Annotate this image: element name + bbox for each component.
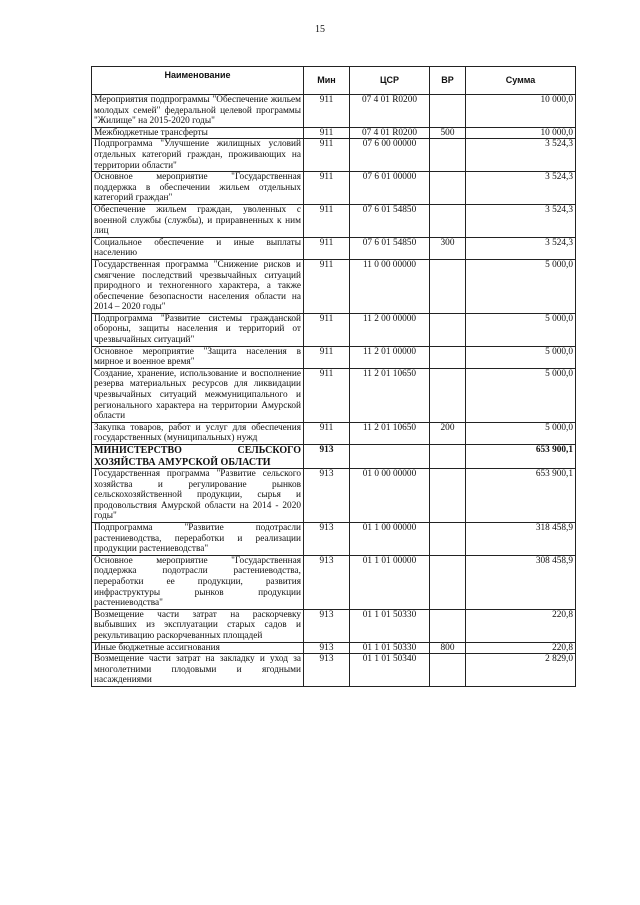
cell-sum: 5 000,0: [466, 313, 576, 346]
cell-csr: 07 6 01 00000: [350, 172, 430, 205]
cell-name: Возмещение части затрат на закладку и уход за многолетними плодовыми и ягодными насаждениями: [92, 654, 304, 687]
cell-csr: 07 6 01 54850: [350, 237, 430, 259]
table-row: [92, 127, 576, 139]
cell-sum: 5 000,0: [466, 422, 576, 444]
cell-vr: [430, 172, 466, 205]
cell-csr: 01 1 01 50330: [350, 609, 430, 642]
cell-csr: 11 2 00 00000: [350, 313, 430, 346]
cell-csr: 01 1 01 50340: [350, 654, 430, 687]
cell-csr: 11 2 01 00000: [350, 346, 430, 368]
table-row: [92, 422, 576, 444]
cell-sum: 318 458,9: [466, 522, 576, 555]
cell-name: Межбюджетные трансферты: [92, 127, 304, 139]
cell-csr: [350, 445, 430, 469]
table-row: [92, 555, 576, 609]
cell-min: 913: [304, 642, 350, 654]
cell-csr: 11 0 00 00000: [350, 259, 430, 313]
cell-sum: 653 900,1: [466, 445, 576, 469]
cell-csr: 11 2 01 10650: [350, 368, 430, 422]
table-row: [92, 609, 576, 642]
cell-min: 913: [304, 609, 350, 642]
cell-name: Основное мероприятие "Государственная поддержка подотрасли растениеводства, переработки ее продукции, развития инфраструктуры рынков продукции растениеводства": [92, 555, 304, 609]
cell-vr: [430, 139, 466, 172]
table-row: [92, 139, 576, 172]
table-row: [92, 237, 576, 259]
cell-vr: [430, 368, 466, 422]
column-header-csr: ЦСР: [350, 67, 430, 95]
page-number: 15: [315, 24, 325, 35]
cell-min: 911: [304, 95, 350, 128]
table-row: [92, 204, 576, 237]
cell-sum: 10 000,0: [466, 95, 576, 128]
table-row: [92, 346, 576, 368]
cell-name: Возмещение части затрат на раскорчевку выбывших из эксплуатации старых садов и рекультивацию раскорчеванных площадей: [92, 609, 304, 642]
cell-min: 911: [304, 346, 350, 368]
cell-csr: 07 4 01 R0200: [350, 127, 430, 139]
cell-csr: 07 4 01 R0200: [350, 95, 430, 128]
cell-sum: 2 829,0: [466, 654, 576, 687]
cell-name: Подпрограмма "Развитие системы гражданской обороны, защиты населения и территорий от чрезвычайных ситуаций": [92, 313, 304, 346]
cell-vr: [430, 313, 466, 346]
table-row: [92, 522, 576, 555]
table-body: [92, 95, 576, 687]
cell-name: Основное мероприятие "Защита населения в мирное и военное время": [92, 346, 304, 368]
table-row: [92, 654, 576, 687]
cell-vr: [430, 259, 466, 313]
cell-name: Государственная программа "Развитие сельского хозяйства и регулирование рынков сельскохозяйственной продукции, сырья и продовольствия Амурской области на 2014 - 2020 годы": [92, 469, 304, 523]
cell-name: Социальное обеспечение и иные выплаты населению: [92, 237, 304, 259]
cell-name: Подпрограмма "Улучшение жилищных условий отдельных категорий граждан, проживающих на территории области": [92, 139, 304, 172]
column-header-min: Мин: [304, 67, 350, 95]
cell-vr: [430, 555, 466, 609]
cell-min: 911: [304, 172, 350, 205]
cell-name: Иные бюджетные ассигнования: [92, 642, 304, 654]
cell-min: 913: [304, 469, 350, 523]
cell-sum: 220,8: [466, 609, 576, 642]
cell-name: Основное мероприятие "Государственная поддержка в обеспечении жильем отдельных категорий граждан": [92, 172, 304, 205]
cell-sum: 5 000,0: [466, 259, 576, 313]
cell-csr: 07 6 00 00000: [350, 139, 430, 172]
cell-sum: 5 000,0: [466, 368, 576, 422]
cell-min: 911: [304, 313, 350, 346]
cell-csr: 01 0 00 00000: [350, 469, 430, 523]
cell-min: 913: [304, 445, 350, 469]
column-header-vr: ВР: [430, 67, 466, 95]
cell-min: 913: [304, 522, 350, 555]
cell-vr: [430, 95, 466, 128]
cell-min: 911: [304, 237, 350, 259]
table-row: [92, 313, 576, 346]
cell-name: Закупка товаров, работ и услуг для обеспечения государственных (муниципальных) нужд: [92, 422, 304, 444]
cell-sum: 3 524,3: [466, 237, 576, 259]
cell-name: Обеспечение жильем граждан, уволенных с военной службы (службы), и приравненных к ним лиц: [92, 204, 304, 237]
cell-min: 911: [304, 139, 350, 172]
cell-csr: 11 2 01 10650: [350, 422, 430, 444]
cell-sum: 308 458,9: [466, 555, 576, 609]
table-row: [92, 642, 576, 654]
cell-min: 911: [304, 204, 350, 237]
cell-name: Мероприятия подпрограммы "Обеспечение жильем молодых семей" федеральной целевой программы "Жилище" на 2015-2020 годы": [92, 95, 304, 128]
cell-vr: [430, 654, 466, 687]
cell-sum: 653 900,1: [466, 469, 576, 523]
cell-vr: 200: [430, 422, 466, 444]
cell-sum: 3 524,3: [466, 139, 576, 172]
cell-vr: 500: [430, 127, 466, 139]
ministry-row: [92, 445, 576, 469]
cell-vr: [430, 522, 466, 555]
cell-name: Подпрограмма "Развитие подотрасли растениеводства, переработки и реализации продукции растениеводства": [92, 522, 304, 555]
cell-csr: 01 1 01 00000: [350, 555, 430, 609]
cell-sum: 220,8: [466, 642, 576, 654]
column-header-sum: Сумма: [466, 67, 576, 95]
cell-vr: [430, 346, 466, 368]
cell-name: Государственная программа "Снижение рисков и смягчение последствий чрезвычайных ситуаций природного и техногенного характера, а также обеспечение безопасности населения области на 2014 – 2020 годы": [92, 259, 304, 313]
cell-min: 911: [304, 259, 350, 313]
cell-min: 911: [304, 127, 350, 139]
cell-vr: 300: [430, 237, 466, 259]
cell-csr: 01 1 01 50330: [350, 642, 430, 654]
cell-vr: [430, 609, 466, 642]
cell-min: 911: [304, 422, 350, 444]
cell-csr: 01 1 00 00000: [350, 522, 430, 555]
cell-vr: [430, 445, 466, 469]
table-row: [92, 95, 576, 128]
column-header-name: Наименование: [92, 67, 304, 95]
cell-vr: [430, 204, 466, 237]
cell-sum: 5 000,0: [466, 346, 576, 368]
cell-sum: 10 000,0: [466, 127, 576, 139]
table-row: [92, 259, 576, 313]
table-header-row: [92, 67, 576, 95]
cell-sum: 3 524,3: [466, 204, 576, 237]
cell-sum: 3 524,3: [466, 172, 576, 205]
table-row: [92, 469, 576, 523]
cell-min: 911: [304, 368, 350, 422]
cell-vr: [430, 469, 466, 523]
cell-name: Создание, хранение, использование и восполнение резерва материальных ресурсов для ликвидации чрезвычайных ситуаций межмуниципального и регионального характера на территории Амурской области: [92, 368, 304, 422]
cell-name: МИНИСТЕРСТВО СЕЛЬСКОГО ХОЗЯЙСТВА АМУРСКОЙ ОБЛАСТИ: [92, 445, 304, 469]
cell-csr: 07 6 01 54850: [350, 204, 430, 237]
budget-table: [91, 66, 576, 687]
table-row: [92, 368, 576, 422]
cell-min: 913: [304, 555, 350, 609]
table-row: [92, 172, 576, 205]
cell-vr: 800: [430, 642, 466, 654]
cell-min: 913: [304, 654, 350, 687]
